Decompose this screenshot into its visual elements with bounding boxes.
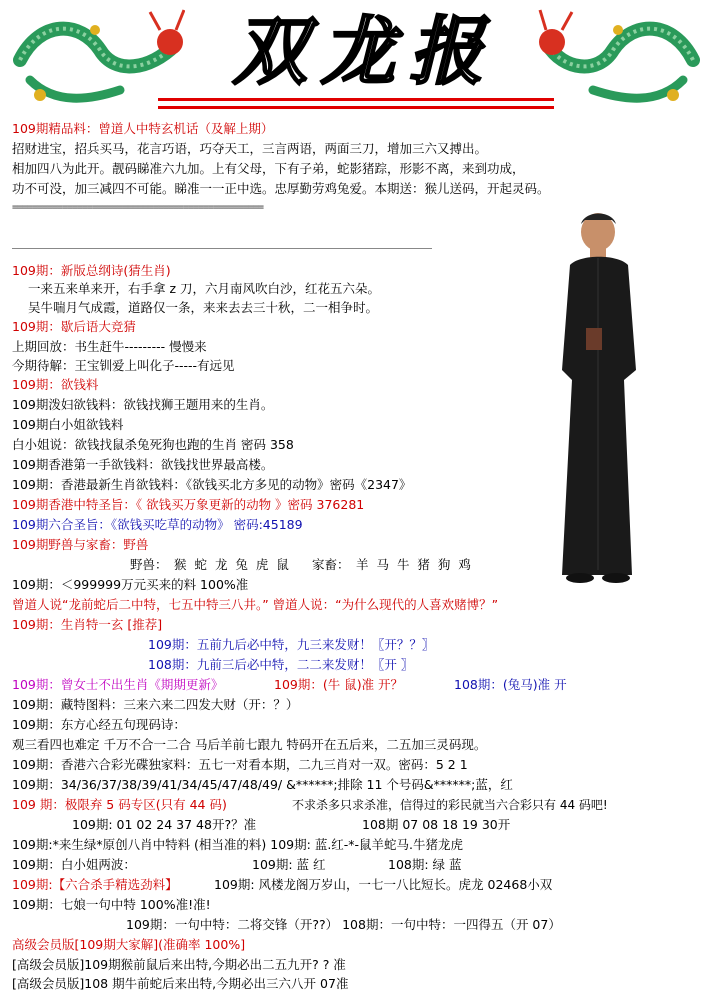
yeshou-header: 109期野兽与家畜：野兽 xyxy=(12,537,149,552)
intro-line: 招财进宝，招兵买马，花言巧语，巧夺天工，三言两语，两面三刀，增加三六又搏出。 xyxy=(12,141,488,156)
misc-line: 109期：东方心经五句现码诗： xyxy=(12,717,186,732)
wild-animals: 猴 蛇 龙 兔 虎 鼠 xyxy=(174,557,289,572)
xiehouyu-header: 109期：歇后语大竞猜 xyxy=(12,319,136,334)
page-title: 双龙报 xyxy=(233,9,497,95)
jixian-109: 109期: 01 02 24 37 48开?？准 xyxy=(72,817,257,832)
misc-line: 109期：34/36/37/38/39/41/34/45/47/48/49/ &******;排除 11 个号码&******;蓝，红 xyxy=(12,777,513,792)
zengnv-header: 109期：曾女士不出生肖《期期更新》 xyxy=(12,677,224,692)
shengxiao-header: 109期：生肖特一玄 [推荐] xyxy=(12,617,163,632)
hk-decree: 109期香港中特圣旨：《 欲钱买万象更新的动物 》密码 376281 xyxy=(12,497,365,512)
shengxiao-108: 108期：九前三后必中特，二二来发财！〖开 〗 xyxy=(148,657,414,672)
more-line: 109期:*来生绿*原创八肖中特料 (相当准的料) 109期: 蓝.红-*-鼠羊蛇马.牛猪龙虎 xyxy=(12,837,464,852)
lhc-decree: 109期六合圣旨：《欲钱买吃草的动物》 密码:45189 xyxy=(12,517,303,532)
intro-line: 功不可没，加三减四不可能。睇准一一正中选。忠厚勤劳鸡兔爱。本期送：猴儿送码，开起灵码。 xyxy=(12,181,550,196)
yuqian-line: 109期：香港最新生肖欲钱料：《欲钱买北方多见的动物》密码《2347》 xyxy=(12,477,412,492)
zengnv-109: 109期：(牛 鼠)准 开？ xyxy=(274,677,404,692)
domestic-label: 家畜： xyxy=(312,557,350,572)
more-108-waves: 108期: 绿 蓝 xyxy=(388,857,462,872)
misc-line: 109期：香港六合彩光碟独家料：五七一对看本期，二九三肖对一双。密码：5 2 1 xyxy=(12,757,468,772)
wild-label: 野兽： xyxy=(130,557,168,572)
qiniang-line: 109期：七娘一句中特 100%准!准! xyxy=(12,897,211,912)
jixian-header: 109 期：极限弃 5 码专区(只有 44 码) xyxy=(12,797,227,812)
title-underline-bottom xyxy=(158,106,554,109)
vip-line: [高级会员版]108 期牛前蛇后来出特,今期必出三六八开 07准 xyxy=(12,976,349,991)
title-underline-top xyxy=(158,98,554,101)
more-109-waves: 109期: 蓝 红 xyxy=(252,857,326,872)
intro-header: 109期精品料：曾道人中特玄机话（及解上期） xyxy=(12,121,274,136)
shengxiao-109: 109期：五前九后必中特，九三来发财！〖开？？〗 xyxy=(148,637,435,652)
more-line: 109期：白小姐两波： xyxy=(12,857,136,872)
right-dragon-icon xyxy=(538,0,713,118)
zengnv-108: 108期：(兔马)准 开 xyxy=(454,677,567,692)
yuqian-line: 109期泼妇欲钱料：欲钱找狮王题用来的生肖。 xyxy=(12,397,274,412)
misc-line: 109期：藏特图料：三来六来二四发大财（开：？） xyxy=(12,697,299,712)
poem-line: 吴牛喘月气成霞，道路仅一条，来来去去三十秋，二一相争时。 xyxy=(28,300,379,315)
yuqian-header: 109期：欲钱料 xyxy=(12,377,99,392)
misc-line: 观三看四也难定 千万不合一二合 马后羊前七跟九 特码开在五后来，二五加三灵码现。 xyxy=(12,737,487,752)
domestic-animals: 羊 马 牛 猪 狗 鸡 xyxy=(356,557,471,572)
yuqian-line: 109期香港第一手欲钱料：欲钱找世界最高楼。 xyxy=(12,457,274,472)
vip-header: 高级会员版[109期大家解](准确率 100%] xyxy=(12,937,246,952)
zeng-quote: 曾道人说“龙前蛇后二中特，七五中特三八井。” 曾道人说：“为什么现代的人喜欢赌博？” xyxy=(12,597,499,612)
liuhe-text: 109期: 风楼龙阁万岁山，一七一八比短长。虎龙 02468小双 xyxy=(214,877,553,892)
liuhe-header: 109期:【六合杀手精选劲料】 xyxy=(12,877,178,892)
masthead xyxy=(0,0,713,118)
qiniang-line: 109期：一句中特：二将交锋（开??） 108期：一句中特：一四得五（开 07） xyxy=(126,917,561,932)
man-figure-image xyxy=(540,210,660,590)
xiehouyu-last: 上期回放：书生赶牛--------- 慢慢来 xyxy=(12,339,207,354)
poem-line: 一来五来单来开，右手拿 z 刀，六月南风吹白沙，红花五六朵。 xyxy=(28,281,381,296)
divider-line xyxy=(12,248,432,249)
poem-header: 109期：新版总纲诗(猜生肖) xyxy=(12,263,171,278)
vip-line: [高级会员版]109期猴前鼠后来出特,今期必出二五九开? ? 准 xyxy=(12,957,346,972)
jixian-108: 108期 07 08 18 19 30开 xyxy=(362,817,511,832)
yuqian-line: 109期白小姐欲钱料 xyxy=(12,417,124,432)
yuqian-line: 白小姐说：欲钱找鼠杀兔死狗也跑的生肖 密码 358 xyxy=(12,437,294,452)
jixian-note: 不求杀多只求杀准，信得过的彩民就当六合彩只有 44 码吧! xyxy=(292,798,608,812)
buy-line: 109期：＜999999万元买来的料 100%准 xyxy=(12,577,249,592)
intro-line: 相加四八为此开。靓码睇准六九加。上有父母，下有子弟，蛇影猪踪，形影不离，来到功成， xyxy=(12,161,525,176)
divider-rule: ================================================== xyxy=(12,202,264,213)
xiehouyu-now: 今期待解：王宝钏爱上叫化子-----有远见 xyxy=(12,358,235,373)
